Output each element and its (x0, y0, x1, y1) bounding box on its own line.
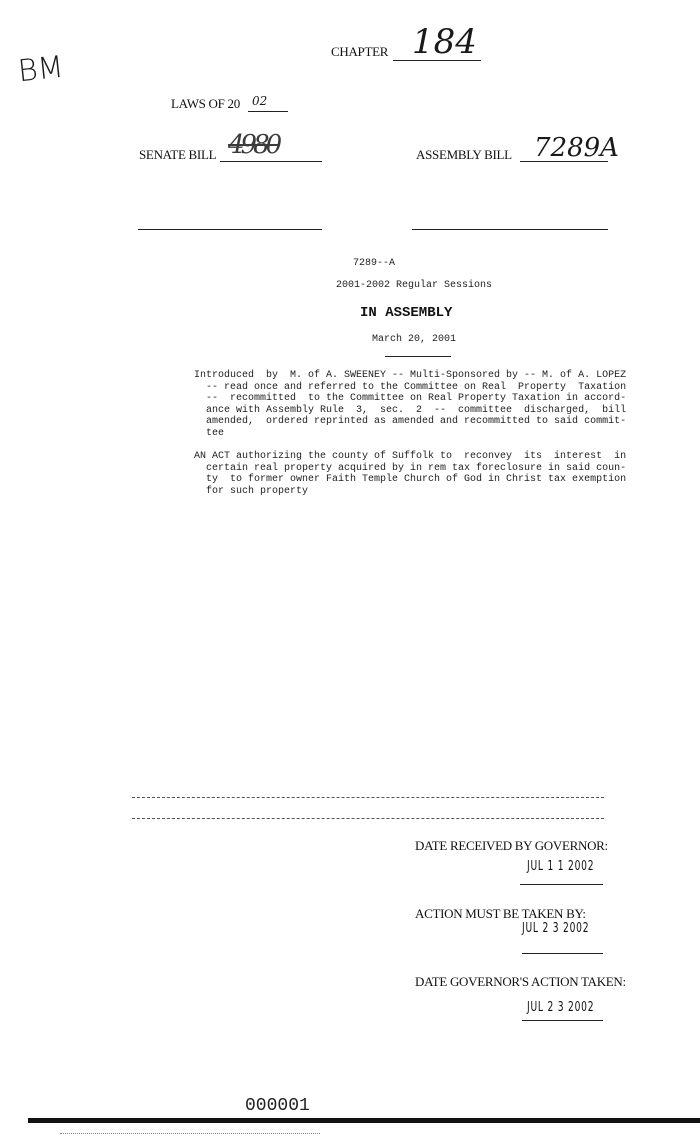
page-number: 000001 (245, 1096, 310, 1116)
chapter-label: CHAPTER (331, 44, 389, 59)
assembly-bill-label: ASSEMBLY BILL (416, 147, 512, 162)
assembly-bill-number: 7289A (534, 133, 619, 163)
act-line: AN ACT authorizing the county of Suffolk to reconvey its interest in (194, 451, 627, 462)
introduced-line: tee (194, 427, 225, 439)
action-taken-label: DATE GOVERNOR'S ACTION TAKEN: (415, 974, 626, 989)
action-by-underline (522, 953, 603, 954)
act-title-paragraph (194, 451, 626, 497)
senate-bill-scribble: 4980 (228, 130, 279, 160)
act-line: certain real property acquired by in rem tax foreclosure in said coun- (194, 462, 627, 474)
session-label: 2001-2002 Regular Sessions (336, 280, 493, 291)
senate-bill-underline (220, 161, 322, 162)
blank-line-left (138, 229, 322, 230)
action-by-label: ACTION MUST BE TAKEN BY: (415, 906, 586, 921)
separator-dashed-line-2 (132, 818, 604, 819)
date-rule (385, 356, 451, 357)
date-received-label: DATE RECEIVED BY GOVERNOR: (415, 838, 608, 853)
senate-bill-label: SENATE BILL (139, 147, 217, 162)
separator-dashed-line-1 (132, 797, 604, 798)
bottom-dotted-line (60, 1133, 320, 1134)
introduced-line: ance with Assembly Rule 3, sec. 2 -- committee discharged, bill (194, 404, 627, 416)
act-line: ty to former owner Faith Temple Church of God in Christ tax exemption (194, 474, 627, 485)
date-received-underline (520, 884, 603, 885)
introduced-paragraph (194, 370, 626, 439)
action-by-stamp: JUL 2 3 2002 (522, 921, 590, 936)
introduced-line: amended, ordered reprinted as amended and recommitted to said commit- (194, 416, 627, 427)
act-line: for such property (194, 485, 309, 497)
introduced-line: -- read once and referred to the Committee on Real Property Taxation (194, 381, 627, 393)
bottom-rule (28, 1118, 700, 1123)
introduced-line: Introduced by M. of A. SWEENEY -- Multi-Sponsored by -- M. of A. LOPEZ (194, 370, 627, 381)
bill-date: March 20, 2001 (372, 334, 457, 345)
action-taken-underline (522, 1020, 603, 1021)
laws-year-underline (248, 111, 288, 112)
blank-line-right (412, 229, 608, 230)
chapter-number: 184 (412, 22, 477, 62)
bill-number: 7289--A (353, 258, 396, 269)
introduced-line: -- recommitted to the Committee on Real Property Taxation in accord- (194, 393, 627, 404)
laws-of-label: LAWS OF 20 (171, 96, 240, 111)
handwritten-initials: BM (16, 49, 66, 90)
action-taken-stamp: JUL 2 3 2002 (527, 1000, 595, 1015)
chamber-heading: IN ASSEMBLY (360, 305, 453, 321)
date-received-stamp: JUL 1 1 2002 (527, 859, 595, 874)
laws-year: 02 (252, 94, 268, 108)
